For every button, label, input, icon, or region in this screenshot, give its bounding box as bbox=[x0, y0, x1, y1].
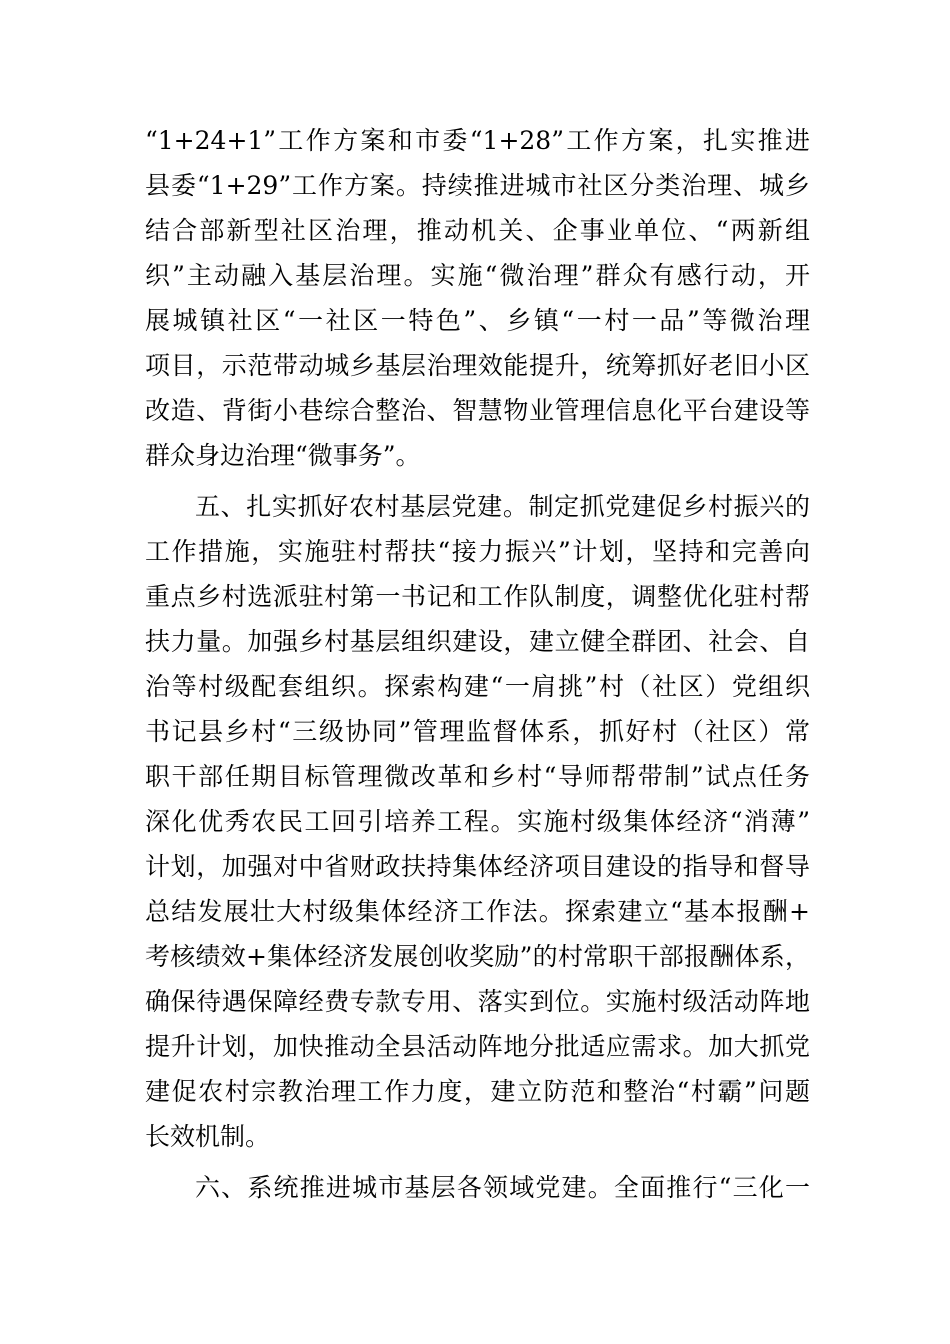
text-line: 考核绩效+集体经济发展创收奖励”的村常职干部报酬体系， bbox=[145, 942, 810, 971]
document-body bbox=[145, 118, 810, 1210]
paragraph-continuation bbox=[145, 118, 810, 478]
text-line: 结合部新型社区治理，推动机关、企事业单位、“两新组 bbox=[145, 216, 810, 245]
text-line: “1+24+1”工作方案和市委“1+28”工作方案，扎实推进 bbox=[145, 126, 810, 155]
paragraph-section-five bbox=[145, 484, 810, 1159]
text-line: 确保待遇保障经费专款专用、落实到位。实施村级活动阵地 bbox=[145, 987, 810, 1016]
text-line: 治等村级配套组织。探索构建“一肩挑”村（社区）党组织 bbox=[145, 672, 810, 701]
paragraph-section-six bbox=[145, 1165, 810, 1210]
text-line: 总结发展壮大村级集体经济工作法。探索建立“基本报酬+ bbox=[145, 897, 810, 926]
text-line: 深化优秀农民工回引培养工程。实施村级集体经济“消薄” bbox=[145, 807, 810, 836]
text-line: 建促农村宗教治理工作力度，建立防范和整治“村霸”问题 bbox=[145, 1077, 810, 1106]
text-line: 扶力量。加强乡村基层组织建设，建立健全群团、社会、自 bbox=[145, 627, 810, 656]
text-line: 书记县乡村“三级协同”管理监督体系，抓好村（社区）常 bbox=[145, 717, 810, 746]
text-line: 重点乡村选派驻村第一书记和工作队制度，调整优化驻村帮 bbox=[145, 582, 810, 611]
text-line: 群众身边治理“微事务”。 bbox=[145, 441, 421, 470]
text-line: 提升计划，加快推动全县活动阵地分批适应需求。加大抓党 bbox=[145, 1032, 810, 1061]
text-line: 展城镇社区“一社区一特色”、乡镇“一村一品”等微治理 bbox=[145, 306, 810, 335]
text-line: 改造、背街小巷综合整治、智慧物业管理信息化平台建设等 bbox=[145, 396, 810, 425]
section-heading-line: 六、系统推进城市基层各领域党建。全面推行“三化一 bbox=[195, 1173, 810, 1202]
text-line: 长效机制。 bbox=[145, 1122, 271, 1151]
text-line: 计划，加强对中省财政扶持集体经济项目建设的指导和督导 bbox=[145, 852, 810, 881]
text-line: 工作措施，实施驻村帮扶“接力振兴”计划，坚持和完善向 bbox=[145, 537, 810, 566]
text-line: 职干部任期目标管理微改革和乡村“导师帮带制”试点任务 bbox=[145, 762, 810, 791]
text-line: 织”主动融入基层治理。实施“微治理”群众有感行动，开 bbox=[145, 261, 810, 290]
section-heading-line: 五、扎实抓好农村基层党建。制定抓党建促乡村振兴的 bbox=[195, 492, 810, 521]
text-line: 项目，示范带动城乡基层治理效能提升，统筹抓好老旧小区 bbox=[145, 351, 810, 380]
text-line: 县委“1+29”工作方案。持续推进城市社区分类治理、城乡 bbox=[145, 171, 810, 200]
